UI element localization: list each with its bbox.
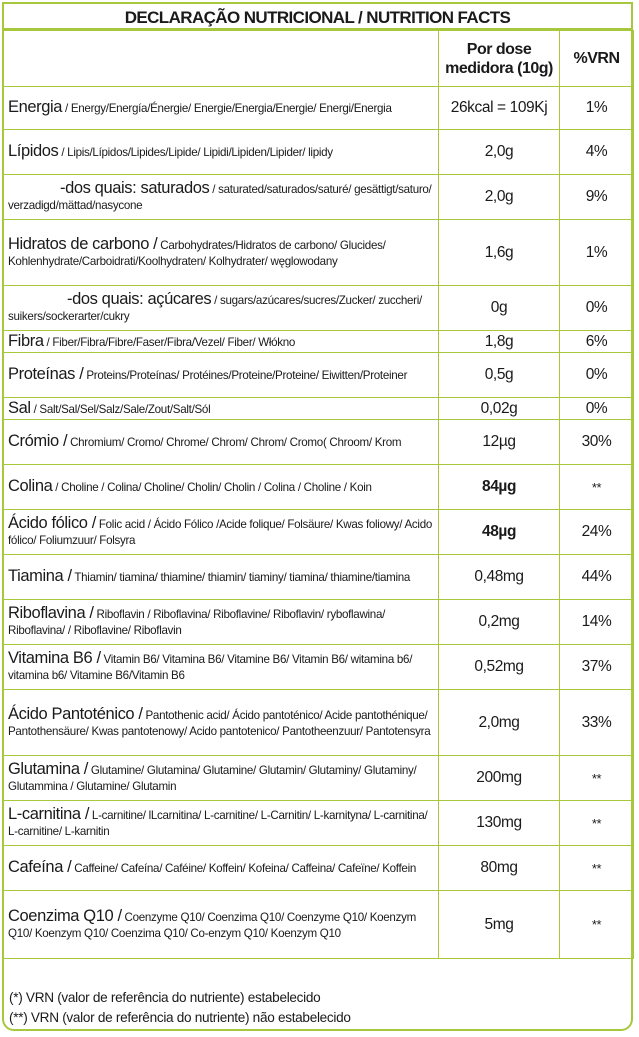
nutrient-row: [3, 286, 634, 331]
nutrient-name: Hidratos de carbono /: [8, 234, 158, 253]
nutrient-translations: / sugars/azúcares/sucres/Zucker/ zuccheri/ suikers/sockerarter/cukry: [8, 294, 422, 323]
nutrient-translations: Thiamin/ tiamina/ thiamine/ thiamin/ tiaminy/ tiamina/ thiamine/tiamina: [71, 571, 411, 584]
dose-value: 5mg: [439, 891, 560, 959]
nutrient-row: [3, 175, 634, 220]
nutrient-name-cell: [3, 286, 439, 331]
nutrient-row: [3, 220, 634, 286]
nutrient-row: [3, 756, 634, 801]
dose-value: 130mg: [439, 801, 560, 846]
dose-value: 0,48mg: [439, 555, 560, 600]
vrn-percent: 0%: [560, 353, 634, 398]
nutrient-translations: / Lipis/Lípidos/Lipides/Lipide/ Lipidi/Lipiden/Lipider/ lipidy: [58, 146, 333, 159]
nutrient-translations: Riboflavin / Riboflavina/ Riboflavine/ Riboflavin/ ryboflawina/ Riboflavina/ / Riboflavine/ Riboflavin: [8, 608, 386, 637]
nutrient-row: [3, 331, 634, 353]
vrn-percent: 44%: [560, 555, 634, 600]
nutrient-row: [3, 801, 634, 846]
nutrient-name: L-carnitina /: [8, 805, 90, 823]
footnote-vrn-established: (*) VRN (valor de referência do nutriente) estabelecido: [9, 990, 321, 1005]
nutrient-row: [3, 690, 634, 756]
table-header-row: [3, 31, 634, 87]
nutrient-translations: Pantothenic acid/ Ácido pantoténico/ Acide pantothénique/ Pantothensäure/ Kwas pantotenowy/ Acido pantotenico/ Pantotheenzuur/ Pantotensyra: [8, 708, 431, 738]
nutrient-name: Ácido fólico /: [8, 514, 96, 532]
dose-value: 0,52mg: [439, 645, 560, 690]
footnote-vrn-not-established: (**) VRN (valor de referência do nutriente) não estabelecido: [9, 1010, 351, 1025]
nutrient-row: [3, 87, 634, 130]
nutrient-name: Energia: [8, 98, 63, 116]
nutrient-name: -dos quais: açúcares: [67, 290, 212, 308]
vrn-percent: 1%: [560, 87, 634, 130]
dose-value: 2,0g: [439, 175, 560, 220]
nutrient-name-cell: [3, 331, 439, 353]
vrn-percent: 0%: [560, 286, 634, 331]
nutrient-row: [3, 420, 634, 465]
header-vrn: %VRN: [560, 31, 634, 87]
nutrient-translations: / saturated/saturados/saturé/ gesättigt/saturo/ verzadigd/mättad/nasycone: [8, 183, 432, 212]
nutrient-translations: Chromium/ Cromo/ Chrome/ Chrom/ Chrom/ Cromo( Chroom/ Krom: [67, 436, 402, 449]
nutrient-translations: / Fiber/Fibra/Fibre/Faser/Fibra/Vezel/ Fiber/ Włókno: [43, 335, 296, 349]
vrn-percent: 33%: [560, 690, 634, 756]
nutrient-row: [3, 645, 634, 690]
nutrient-name-cell: [3, 398, 439, 420]
dose-value: 0,2mg: [439, 600, 560, 645]
nutrition-facts-panel: [2, 2, 633, 1031]
vrn-percent: 1%: [560, 220, 634, 286]
nutrient-row: [3, 398, 634, 420]
vrn-percent: 24%: [560, 510, 634, 555]
vrn-percent: 6%: [560, 331, 634, 353]
nutrient-name-cell: [3, 175, 439, 220]
nutrient-name: Lípidos: [8, 142, 59, 160]
nutrient-translations: Folic acid / Ácido Fólico /Acide folique/ Folsäure/ Kwas foliowy/ Acido fólico/ Foliumzuur/ Folsyra: [8, 518, 432, 547]
nutrient-name-cell: [3, 600, 439, 645]
nutrient-name: Ácido Pantoténico /: [8, 704, 143, 723]
nutrient-translations: / Energy/Energía/Énergie/ Energie/Energia/Energie/ Energi/Energia: [62, 102, 392, 115]
dose-value: 26kcal = 109Kj: [439, 87, 560, 130]
nutrient-name: Sal: [8, 398, 31, 417]
nutrient-translations: / Salt/Sal/Sel/Salz/Sale/Zout/Salt/Sól: [30, 402, 211, 416]
vrn-percent: 37%: [560, 645, 634, 690]
nutrient-row: [3, 555, 634, 600]
dose-value: 0,02g: [439, 398, 560, 420]
nutrition-table: [2, 30, 634, 959]
nutrient-row: [3, 846, 634, 891]
dose-value: 84µg: [439, 465, 560, 510]
nutrient-name-cell: [3, 891, 439, 959]
nutrient-name: -dos quais: saturados: [60, 179, 210, 197]
nutrient-name-cell: [3, 645, 439, 690]
vrn-percent: 4%: [560, 130, 634, 175]
nutrient-name-cell: [3, 465, 439, 510]
header-nutrient-cell: [3, 31, 439, 87]
vrn-percent: 14%: [560, 600, 634, 645]
nutrient-name: Glutamina /: [8, 760, 88, 778]
nutrient-translations: Glutamine/ Glutamina/ Glutamine/ Glutamin/ Glutaminy/ Glutaminy/ Glutammina / Glutamine/ Glutamin: [8, 764, 417, 793]
dose-value: 1,8g: [439, 331, 560, 353]
nutrient-row: [3, 891, 634, 959]
nutrient-row: [3, 130, 634, 175]
dose-value: 2,0g: [439, 130, 560, 175]
nutrient-name-cell: [3, 756, 439, 801]
nutrient-row: [3, 600, 634, 645]
nutrient-translations: Caffeine/ Cafeína/ Caféine/ Koffein/ Kofeina/ Caffeina/ Cafeïne/ Koffein: [71, 862, 416, 875]
vrn-percent: 30%: [560, 420, 634, 465]
nutrient-translations: Proteins/Proteínas/ Protéines/Proteine/Proteine/ Eiwitten/Proteiner: [83, 369, 408, 382]
nutrient-row: [3, 465, 634, 510]
nutrient-translations: Carbohydrates/Hidratos de carbono/ Glucides/ Kohlenhydrate/Carboidrati/Koolhydraten/ Kolhydrater/ węglowodany: [8, 238, 386, 268]
dose-value: 2,0mg: [439, 690, 560, 756]
vrn-percent: **: [560, 801, 634, 846]
vrn-percent: **: [560, 465, 634, 510]
dose-value: 48µg: [439, 510, 560, 555]
nutrient-name-cell: [3, 130, 439, 175]
dose-value: 200mg: [439, 756, 560, 801]
nutrient-name-cell: [3, 510, 439, 555]
nutrient-name: Crómio /: [8, 432, 68, 450]
nutrient-name: Colina: [8, 477, 53, 495]
nutrient-name: Coenzima Q10 /: [8, 906, 122, 925]
dose-value: 0g: [439, 286, 560, 331]
vrn-percent: **: [560, 756, 634, 801]
vrn-percent: 9%: [560, 175, 634, 220]
nutrient-name: Tiamina /: [8, 567, 72, 585]
dose-value: 12µg: [439, 420, 560, 465]
nutrient-row: [3, 510, 634, 555]
nutrient-name: Riboflavina /: [8, 604, 94, 622]
vrn-percent: **: [560, 891, 634, 959]
vrn-percent: 0%: [560, 398, 634, 420]
dose-value: 1,6g: [439, 220, 560, 286]
nutrient-name-cell: [3, 87, 439, 130]
header-dose: Por dose medidora (10g): [439, 31, 560, 87]
dose-value: 80mg: [439, 846, 560, 891]
nutrient-name-cell: [3, 420, 439, 465]
nutrient-name: Vitamina B6 /: [8, 649, 101, 667]
nutrient-name-cell: [3, 801, 439, 846]
nutrient-name: Fibra: [8, 331, 44, 350]
nutrient-name-cell: [3, 846, 439, 891]
nutrient-name: Cafeína /: [8, 858, 72, 876]
nutrient-translations: Vitamin B6/ Vitamina B6/ Vitamine B6/ Vitamin B6/ witamina b6/ vitamina b6/ Vitamine B6/Vitamin B6: [8, 653, 413, 682]
nutrient-name-cell: [3, 220, 439, 286]
nutrient-row: [3, 353, 634, 398]
nutrient-name-cell: [3, 555, 439, 600]
dose-value: 0,5g: [439, 353, 560, 398]
nutrient-translations: L-carnitine/ lLcarnitina/ L-carnitine/ L-Carnitin/ L-karnityna/ L-carnitina/ L-carnitine/ L-karnitin: [8, 809, 428, 838]
nutrient-name-cell: [3, 690, 439, 756]
table-title: DECLARAÇÃO NUTRICIONAL / NUTRITION FACTS: [4, 4, 631, 30]
nutrient-translations: / Choline / Colina/ Choline/ Cholin/ Cholin / Colina / Choline / Koin: [52, 481, 372, 494]
vrn-percent: **: [560, 846, 634, 891]
nutrient-name-cell: [3, 353, 439, 398]
nutrient-name: Proteínas /: [8, 365, 84, 383]
nutrient-translations: Coenzyme Q10/ Coenzima Q10/ Coenzyme Q10/ Koenzym Q10/ Koenzym Q10/ Coenzima Q10/ Co-enzym Q10/ Koenzym Q10: [8, 910, 416, 940]
footnotes: [9, 988, 351, 1028]
